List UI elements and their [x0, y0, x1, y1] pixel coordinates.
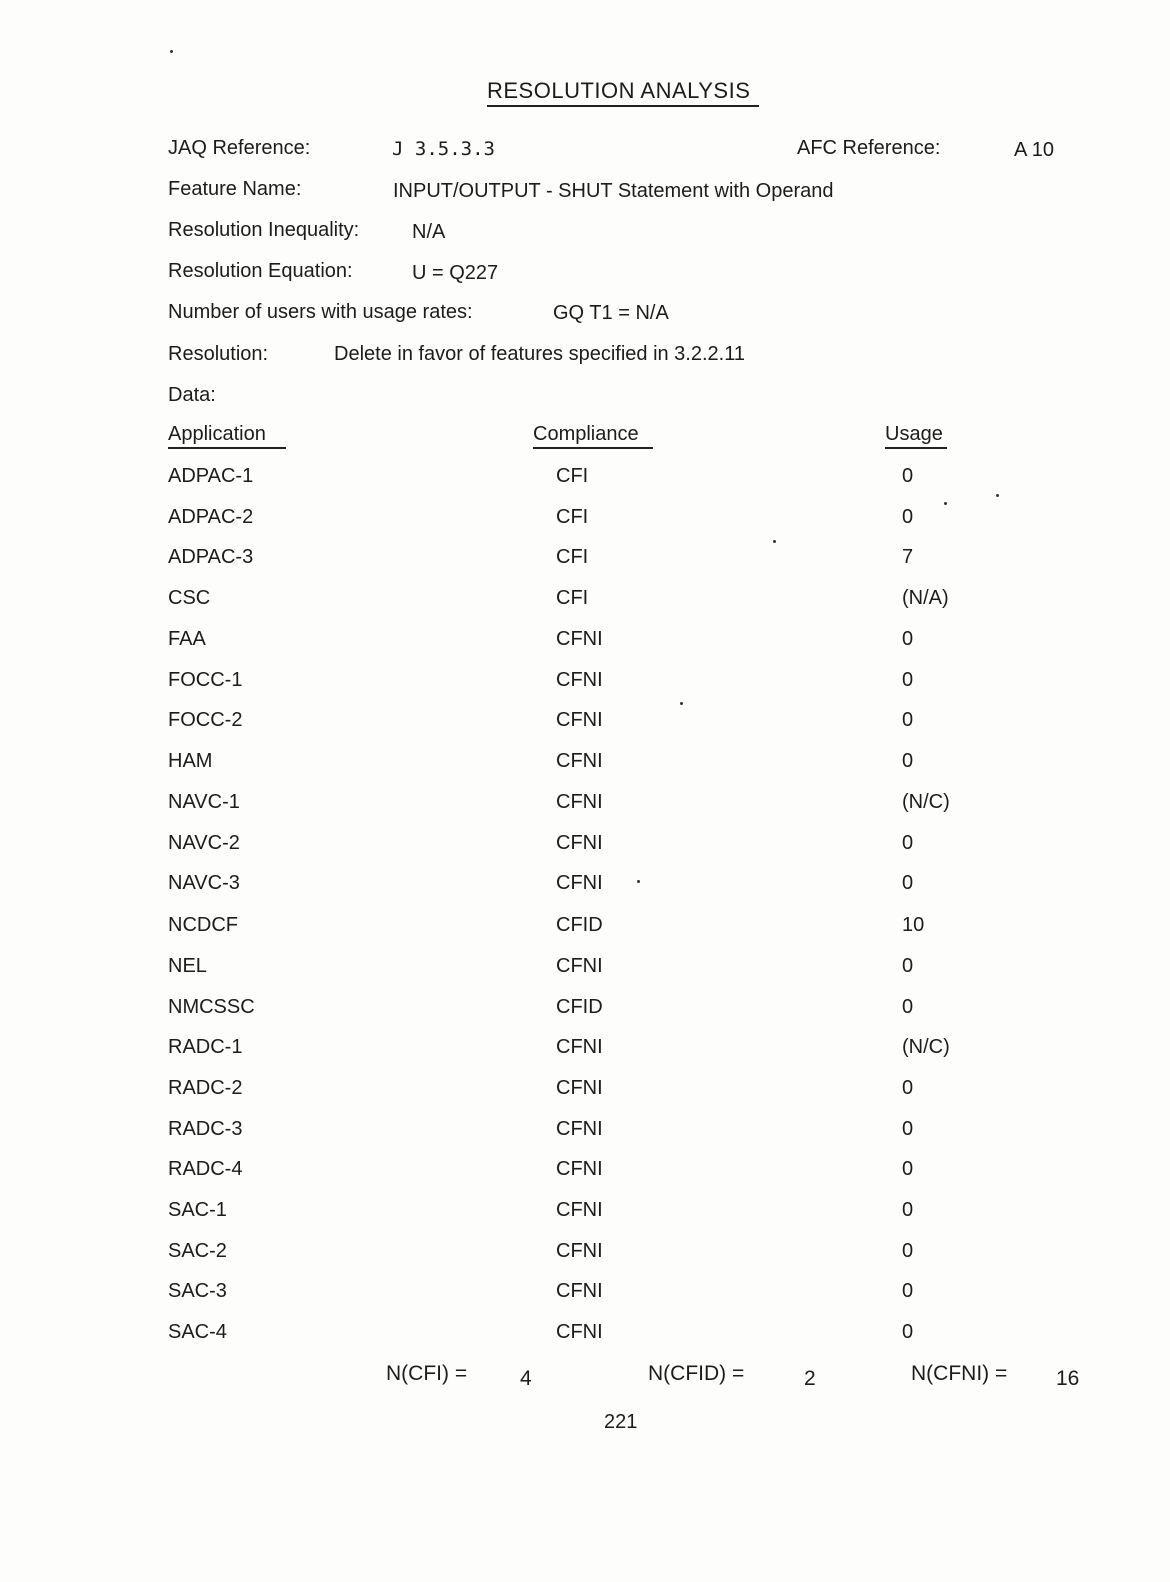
table-row [0, 955, 1170, 995]
application-cell: NAVC-3 [168, 872, 240, 894]
column-header-compliance: Compliance [533, 423, 653, 449]
application-cell: ADPAC-2 [168, 506, 254, 528]
table-row [0, 1199, 1170, 1239]
compliance-cell: CFNI [556, 832, 603, 854]
table-row [0, 1280, 1170, 1320]
table-row [0, 791, 1170, 831]
table-row [0, 1240, 1170, 1280]
column-header-usage: Usage [885, 423, 947, 449]
application-cell: RADC-1 [168, 1036, 243, 1058]
compliance-cell: CFNI [556, 709, 603, 731]
usage-cell: 0 [902, 750, 914, 772]
compliance-cell: CFNI [556, 1118, 603, 1140]
compliance-cell: CFID [556, 914, 603, 936]
total-cfid-label: N(CFID) = [648, 1362, 745, 1385]
total-cfni-label: N(CFNI) = [911, 1362, 1008, 1385]
table-row [0, 1158, 1170, 1198]
application-cell: SAC-3 [168, 1280, 227, 1302]
page-number: 221 [604, 1411, 638, 1433]
application-cell: RADC-3 [168, 1118, 243, 1140]
table-row [0, 587, 1170, 627]
application-cell: SAC-2 [168, 1240, 227, 1262]
column-header-application: Application [168, 423, 286, 449]
usage-cell: 0 [902, 1240, 914, 1262]
compliance-cell: CFNI [556, 955, 603, 977]
application-cell: NAVC-1 [168, 791, 240, 813]
table-row [0, 996, 1170, 1036]
application-cell: SAC-1 [168, 1199, 227, 1221]
resolution-value: Delete in favor of features specified in 3.2.2.11 [334, 343, 745, 365]
table-row [0, 1321, 1170, 1361]
feature-name-value: INPUT/OUTPUT - SHUT Statement with Operand [393, 180, 834, 202]
usage-cell: 0 [902, 1158, 914, 1180]
usage-cell: 0 [902, 628, 914, 650]
total-cfi-value: 4 [520, 1367, 532, 1390]
feature-name-label: Feature Name: [168, 178, 302, 200]
application-cell: RADC-2 [168, 1077, 243, 1099]
total-cfni-value: 16 [1056, 1367, 1080, 1390]
jaq-reference-value: J 3.5.3.3 [392, 138, 495, 160]
application-cell: NCDCF [168, 914, 238, 936]
table-row [0, 506, 1170, 546]
compliance-cell: CFNI [556, 1158, 603, 1180]
table-row [0, 1077, 1170, 1117]
resolution-inequality-value: N/A [412, 221, 446, 243]
application-cell: FAA [168, 628, 206, 650]
compliance-cell: CFNI [556, 1240, 603, 1262]
scan-speck [170, 50, 173, 53]
scan-speck [680, 702, 683, 705]
table-row [0, 546, 1170, 586]
resolution-inequality-label: Resolution Inequality: [168, 219, 360, 241]
application-cell: NMCSSC [168, 996, 255, 1018]
compliance-cell: CFNI [556, 791, 603, 813]
usage-cell: 0 [902, 1321, 914, 1343]
total-cfid-value: 2 [804, 1367, 816, 1390]
scan-speck [996, 494, 999, 497]
application-cell: HAM [168, 750, 213, 772]
compliance-cell: CFNI [556, 872, 603, 894]
usage-cell: (N/C) [902, 791, 950, 813]
users-label: Number of users with usage rates: [168, 301, 473, 323]
compliance-cell: CFI [556, 465, 589, 487]
usage-cell: (N/C) [902, 1036, 950, 1058]
usage-cell: 0 [902, 832, 914, 854]
scan-speck [637, 880, 640, 883]
usage-cell: 0 [902, 506, 914, 528]
compliance-cell: CFID [556, 996, 603, 1018]
table-row [0, 669, 1170, 709]
application-cell: SAC-4 [168, 1321, 227, 1343]
compliance-cell: CFI [556, 587, 589, 609]
usage-cell: 0 [902, 709, 914, 731]
compliance-cell: CFNI [556, 1077, 603, 1099]
usage-cell: 0 [902, 465, 914, 487]
table-row [0, 832, 1170, 872]
compliance-cell: CFI [556, 546, 589, 568]
resolution-equation-value: U = Q227 [412, 262, 499, 284]
compliance-cell: CFNI [556, 628, 603, 650]
jaq-reference-label: JAQ Reference: [168, 137, 311, 159]
application-cell: ADPAC-3 [168, 546, 254, 568]
usage-cell: 10 [902, 914, 925, 936]
application-cell: NEL [168, 955, 207, 977]
scan-speck [944, 502, 947, 505]
table-row [0, 750, 1170, 790]
resolution-label: Resolution: [168, 343, 269, 365]
resolution-equation-label: Resolution Equation: [168, 260, 353, 282]
page-title: RESOLUTION ANALYSIS [487, 78, 759, 107]
table-row [0, 1118, 1170, 1158]
table-row [0, 872, 1170, 912]
application-cell: RADC-4 [168, 1158, 243, 1180]
afc-reference-label: AFC Reference: [797, 137, 941, 159]
application-cell: CSC [168, 587, 211, 609]
usage-cell: (N/A) [902, 587, 949, 609]
scan-speck [773, 540, 776, 543]
compliance-cell: CFNI [556, 1280, 603, 1302]
table-row [0, 709, 1170, 749]
table-row [0, 628, 1170, 668]
compliance-cell: CFNI [556, 1321, 603, 1343]
usage-cell: 0 [902, 1118, 914, 1140]
usage-cell: 0 [902, 872, 914, 894]
table-row [0, 1036, 1170, 1076]
usage-cell: 0 [902, 996, 914, 1018]
compliance-cell: CFNI [556, 750, 603, 772]
usage-cell: 7 [902, 546, 914, 568]
application-cell: FOCC-1 [168, 669, 243, 691]
data-label: Data: [168, 384, 216, 406]
usage-cell: 0 [902, 1077, 914, 1099]
table-row [0, 914, 1170, 954]
application-cell: ADPAC-1 [168, 465, 254, 487]
compliance-cell: CFNI [556, 1199, 603, 1221]
users-value: GQ T1 = N/A [553, 302, 669, 324]
table-row [0, 465, 1170, 505]
compliance-cell: CFNI [556, 1036, 603, 1058]
usage-cell: 0 [902, 955, 914, 977]
compliance-cell: CFNI [556, 669, 603, 691]
compliance-cell: CFI [556, 506, 589, 528]
total-cfi-label: N(CFI) = [386, 1362, 468, 1385]
afc-reference-value: A 10 [1014, 139, 1055, 161]
usage-cell: 0 [902, 1280, 914, 1302]
usage-cell: 0 [902, 669, 914, 691]
application-cell: NAVC-2 [168, 832, 240, 854]
usage-cell: 0 [902, 1199, 914, 1221]
application-cell: FOCC-2 [168, 709, 243, 731]
